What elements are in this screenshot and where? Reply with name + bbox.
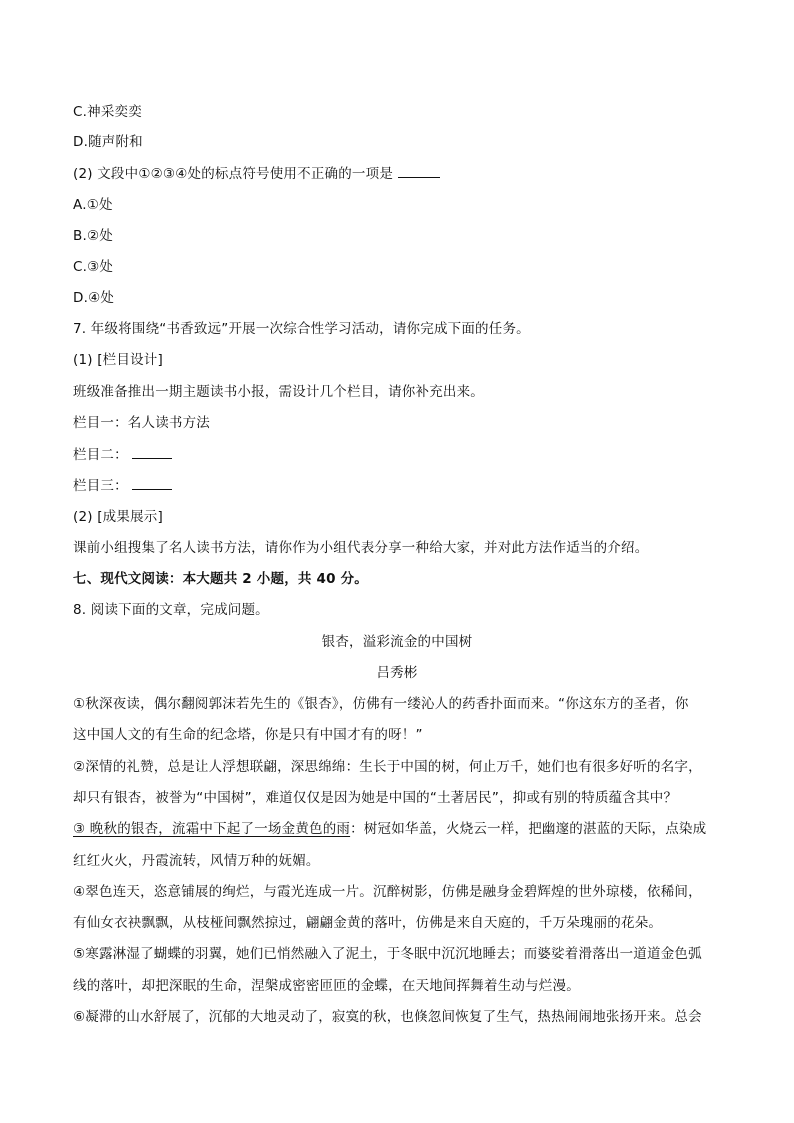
paragraph-3-line-1-rest: ：树冠如华盖，火烧云一样，把幽邃的湛蓝的天际，点染成 [350,821,707,837]
question-6-2 [73,163,733,184]
option-b: B.②处 [73,228,113,244]
option-d: D.④处 [73,290,115,306]
column-two-label: 栏目二： [73,447,128,463]
answer-blank [398,163,440,178]
paragraph-5-line-1: ⑤寒露淋湿了蝴蝶的羽翼，她们已悄然融入了泥土，于冬眠中沉沉地睡去；而婆娑着滑落出一道道金色弧 [73,946,702,962]
task-1-instruction: 班级准备推出一期主题读书小报，需设计几个栏目，请你补充出来。 [73,384,484,400]
column-three [73,475,733,496]
option-d-suishengfuhe: D.随声附和 [73,134,143,150]
underlined-sentence: ③ 晚秋的银杏，流霜中下起了一场金黄色的雨 [73,821,351,837]
section-7-heading: 七、现代文阅读：本大题共 2 小题，共 40 分。 [73,571,368,587]
paragraph-4-line-2: 有仙女衣袂飘飘，从枝桠间飘然掠过，翩翩金黄的落叶，仿佛是来自天庭的，千万朵瑰丽的花朵。 [73,915,663,931]
article-author: 吕秀彬 [376,665,418,681]
paragraph-1-line-1: ①秋深夜读，偶尔翻阅郭沫若先生的《银杏》，仿佛有一缕沁人的药香扑面而来。“你这东方的圣者，你 [73,696,689,712]
paragraph-3-line-1 [73,819,733,839]
task-2-instruction: 课前小组搜集了名人读书方法，请你作为小组代表分享一种给大家，并对此方法作适当的介绍。 [73,540,649,556]
option-a: A.①处 [73,197,113,213]
task-2-heading: (2) [成果展示] [73,509,163,525]
option-c: C.③处 [73,259,114,275]
paragraph-2-line-1: ②深情的礼赞，总是让人浮想联翩，深思绵绵：生长于中国的树，何止万千，她们也有很多好听的名字， [73,759,702,775]
question-6-2-text: (2) 文段中①②③④处的标点符号使用不正确的一项是 [73,166,394,182]
paragraph-6-line-1: ⑥凝滞的山水舒展了，沉郁的大地灵动了，寂寞的秋，也倏忽间恢复了生气，热热闹闹地张扬开来。总会 [73,1009,702,1025]
column-one: 栏目一：名人读书方法 [73,415,210,431]
paragraph-5-line-2: 线的落叶，却把深眠的生命，涅槃成密密匝匝的金蝶，在天地间挥舞着生动与烂漫。 [73,978,580,994]
task-1-heading: (1) [栏目设计] [73,352,163,368]
column-two [73,444,733,465]
option-c-shencaiyiyi: C.神采奕奕 [73,104,142,120]
answer-blank [132,475,172,490]
article-title: 银杏，溢彩流金的中国树 [321,634,473,650]
column-three-label: 栏目三： [73,478,128,494]
paragraph-3-line-2: 红红火火，丹霞流转，风情万种的妩媚。 [73,853,320,869]
question-8: 8. 阅读下面的文章，完成问题。 [73,602,269,618]
question-7: 7. 年级将围绕“书香致远”开展一次综合性学习活动，请你完成下面的任务。 [73,321,530,337]
paragraph-4-line-1: ④翠色连天，恣意铺展的绚烂，与霞光连成一片。沉醉树影，仿佛是融身金碧辉煌的世外琼楼，依稀间， [73,884,702,900]
answer-blank [132,444,172,459]
paragraph-2-line-2: 却只有银杏，被誉为“中国树”，难道仅仅是因为她是中国的“土著居民”，抑或有别的特质蕴含其中？ [73,790,678,806]
paragraph-1-line-2: 这中国人文的有生命的纪念塔，你是只有中国才有的呀！” [73,727,423,743]
